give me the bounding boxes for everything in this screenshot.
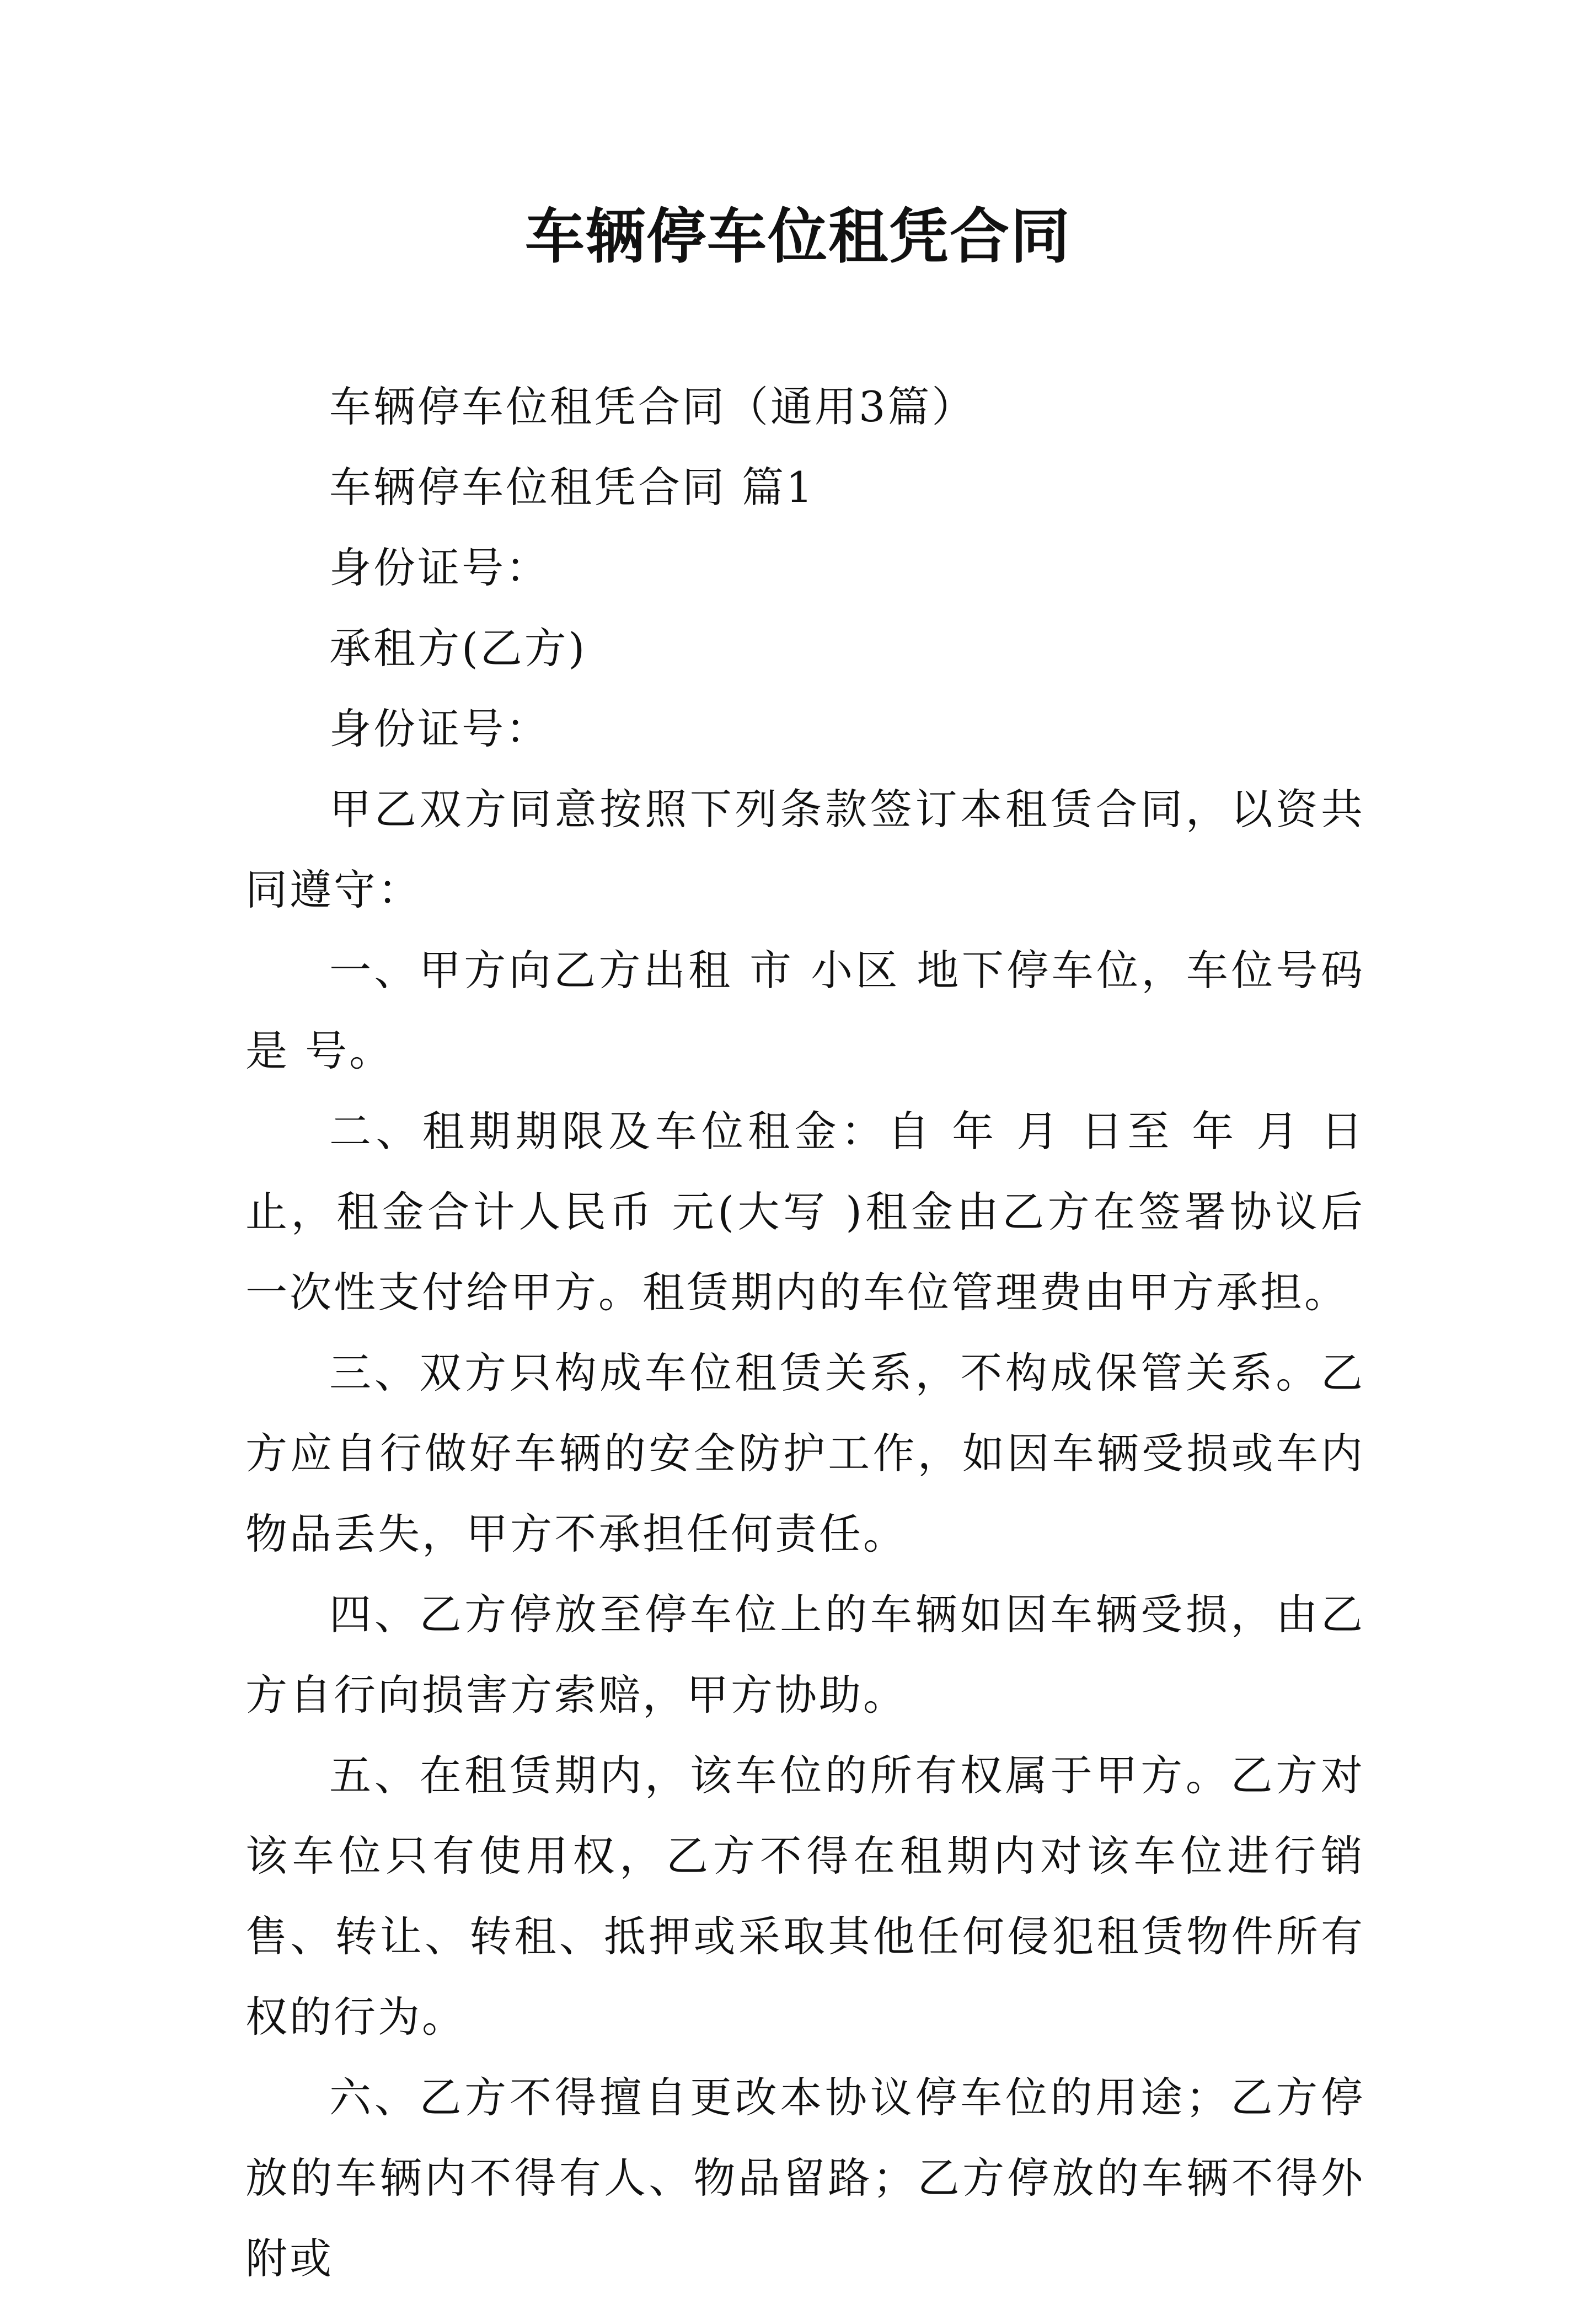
field-lessee: 承租方(乙方)	[329, 624, 587, 673]
paragraph-agreement-intro: 甲乙双方同意按照下列条款签订本租赁合同，以资共同遵守：	[245, 785, 1365, 914]
heading-collection: 车辆停车位租凭合同（通用3篇）	[329, 382, 976, 431]
clause-3: 三、双方只构成车位租赁关系，不构成保管关系。乙方应自行做好车辆的安全防护工作，如因车辆受损或车内物品丢失，甲方不承担任何责任。	[245, 1348, 1365, 1558]
document-body	[245, 367, 1365, 2299]
field-id-number-lessor: 身份证号：	[329, 543, 550, 592]
document-title: 车辆停车位租凭合同	[524, 202, 1071, 271]
clause-4: 四、乙方停放至停车位上的车辆如因车辆受损，由乙方自行向损害方索赔，甲方协助。	[245, 1590, 1365, 1719]
heading-part-1: 车辆停车位租凭合同 篇1	[329, 463, 815, 512]
clause-1: 一、甲方向乙方出租 市 小区 地下停车位，车位号码是 号。	[245, 946, 1365, 1075]
clause-5: 五、在租赁期内，该车位的所有权属于甲方。乙方对该车位只有使用权，乙方不得在租期内对该车位进行销售、转让、转租、抵押或采取其他任何侵犯租赁物件所有权的行为。	[245, 1751, 1365, 2041]
clause-6: 六、乙方不得擅自更改本协议停车位的用途；乙方停放的车辆内不得有人、物品留路；乙方停放的车辆不得外附或	[245, 2073, 1365, 2283]
clause-2: 二、租期期限及车位租金：自 年 月 日至 年 月 日止，租金合计人民币 元(大写 )租金由乙方在签署协议后一次性支付给甲方。租赁期内的车位管理费由甲方承担。	[245, 1107, 1365, 1317]
field-id-number-lessee: 身份证号：	[329, 704, 550, 753]
